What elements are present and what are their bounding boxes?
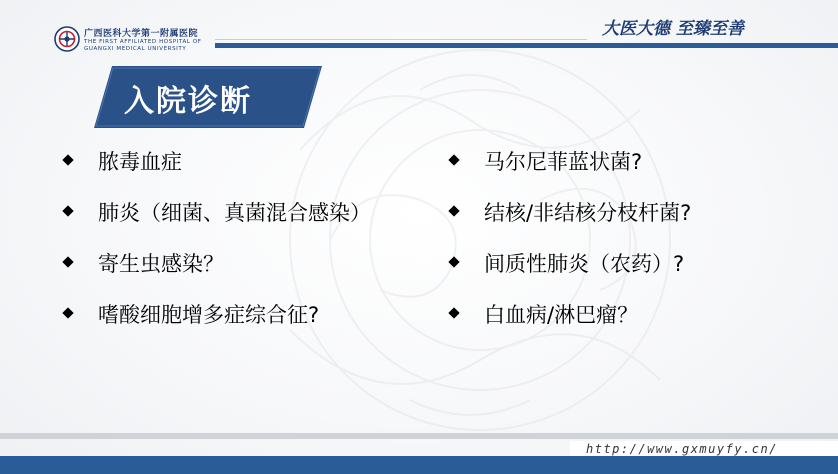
list-item-text: 肺炎（细菌、真菌混合感染） [98,201,371,225]
header-divider-blue [215,43,838,48]
hospital-logo [54,24,224,58]
footer-divider-gray [0,433,838,439]
slide-title: 入院诊断 [124,84,252,119]
list-item-text: 间质性肺炎（农药）? [484,252,685,276]
footer-bar-blue [0,456,838,474]
header-divider-gray [215,39,587,40]
list-item-text: 寄生虫感染？ [98,252,224,276]
hospital-name-cn: 广西医科大学第一附属医院 [84,29,199,39]
hospital-motto: 大医大德 至臻至善 [602,19,744,39]
list-item-text: 嗜酸细胞增多症综合征? [98,303,320,327]
list-item-text: 马尔尼菲蓝状菌? [484,150,643,174]
hospital-emblem-icon [54,26,80,52]
footer-url[interactable]: http://www.gxmuyfy.cn/ [586,442,778,456]
hospital-name-en-line2: GUANGXI MEDICAL UNIVERSITY [84,46,187,52]
list-item-text: 白血病/淋巴瘤？ [484,303,639,327]
list-item-text: 结核/非结核分枝杆菌? [484,201,692,225]
list-item-text: 脓毒血症 [98,150,182,174]
hospital-name-en-line1: THE FIRST AFFILIATED HOSPITAL OF [84,39,202,45]
